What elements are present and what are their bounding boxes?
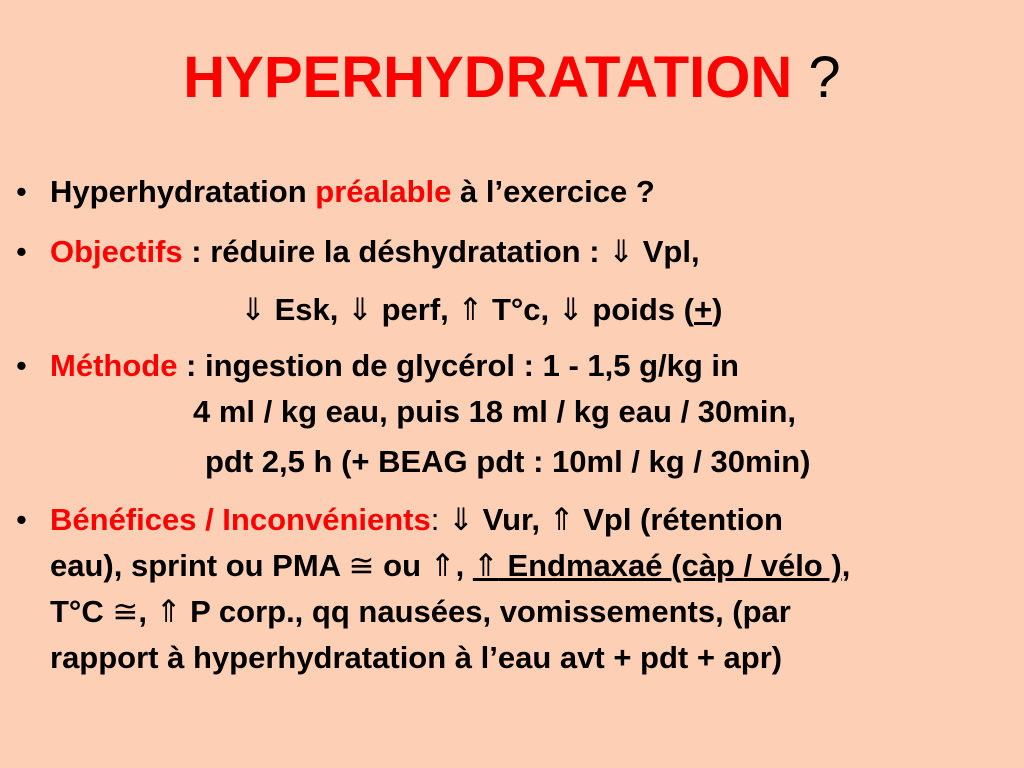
text-run: poids ( xyxy=(583,292,694,327)
bullet-line xyxy=(50,634,782,681)
approx-equal-icon: ≅ xyxy=(112,594,139,629)
text-run: Vur, xyxy=(473,502,549,537)
text-run: : réduire la déshydratation : xyxy=(182,234,609,269)
text-run: , xyxy=(841,548,851,583)
highlight-term: Bénéfices / Inconvénients xyxy=(50,502,431,537)
down-arrow-icon: ⇓ xyxy=(608,234,635,269)
bullet-line xyxy=(50,168,655,215)
bullet-line xyxy=(205,438,810,485)
up-arrow-icon: ⇑ xyxy=(457,292,484,327)
approx-equal-icon: ≅ xyxy=(348,548,375,583)
text-run: Vpl (rétention xyxy=(574,502,783,537)
text-run: ou xyxy=(374,548,430,583)
bullet-line xyxy=(240,286,722,333)
text-run: , xyxy=(138,594,156,629)
text-run: à l’exercice ? xyxy=(451,174,655,209)
bullet-line xyxy=(50,342,739,389)
text-run: perf, xyxy=(372,292,458,327)
down-arrow-icon: ⇓ xyxy=(240,292,266,327)
highlight-term: Objectifs xyxy=(50,234,183,269)
up-arrow-icon: ⇑ xyxy=(548,502,575,537)
text-run: Endmaxaé (càp / vélo ) xyxy=(498,548,842,583)
bullet-line xyxy=(50,228,700,275)
text-run: : xyxy=(430,502,448,537)
title-question-mark: ? xyxy=(808,45,841,110)
up-arrow-icon: ⇑ xyxy=(472,548,499,583)
text-run: : ingestion de glycérol : 1 - 1,5 g/kg in xyxy=(177,348,739,383)
down-arrow-icon: ⇓ xyxy=(346,292,373,327)
bullet-line xyxy=(50,588,791,635)
text-run: + xyxy=(693,292,713,327)
text-run: , xyxy=(455,548,473,583)
bullet-marker: • xyxy=(16,502,27,537)
up-arrow-icon: ⇑ xyxy=(155,594,182,629)
text-run: pdt 2,5 h (+ BEAG pdt : 10ml / kg / 30min) xyxy=(205,444,811,479)
up-arrow-icon: ⇑ xyxy=(429,548,456,583)
down-arrow-icon: ⇓ xyxy=(557,292,584,327)
down-arrow-icon: ⇓ xyxy=(447,502,474,537)
title-main: HYPERHYDRATATION xyxy=(183,45,793,110)
bullet-marker: • xyxy=(16,348,27,383)
bullet-line xyxy=(50,496,783,543)
highlight-term: préalable xyxy=(315,174,452,209)
text-run: Vpl, xyxy=(634,234,700,269)
text-run: T°c, xyxy=(483,292,558,327)
text-run: T°C xyxy=(50,594,113,629)
text-run: Hyperhydratation xyxy=(50,174,316,209)
text-run: 4 ml / kg eau, puis 18 ml / kg eau / 30min, xyxy=(193,394,797,429)
bullet-marker: • xyxy=(16,174,27,209)
text-run: eau), sprint ou PMA xyxy=(50,548,349,583)
text-run: P corp., qq nausées, vomissements, (par xyxy=(181,594,791,629)
text-run: rapport à hyperhydratation à l’eau avt + pdt + apr) xyxy=(50,640,783,675)
bullet-line xyxy=(193,388,796,435)
bullet-line xyxy=(50,542,850,589)
highlight-term: Méthode xyxy=(50,348,178,383)
text-run: Esk, xyxy=(265,292,347,327)
bullet-marker: • xyxy=(16,234,27,269)
text-run: ) xyxy=(712,292,723,327)
